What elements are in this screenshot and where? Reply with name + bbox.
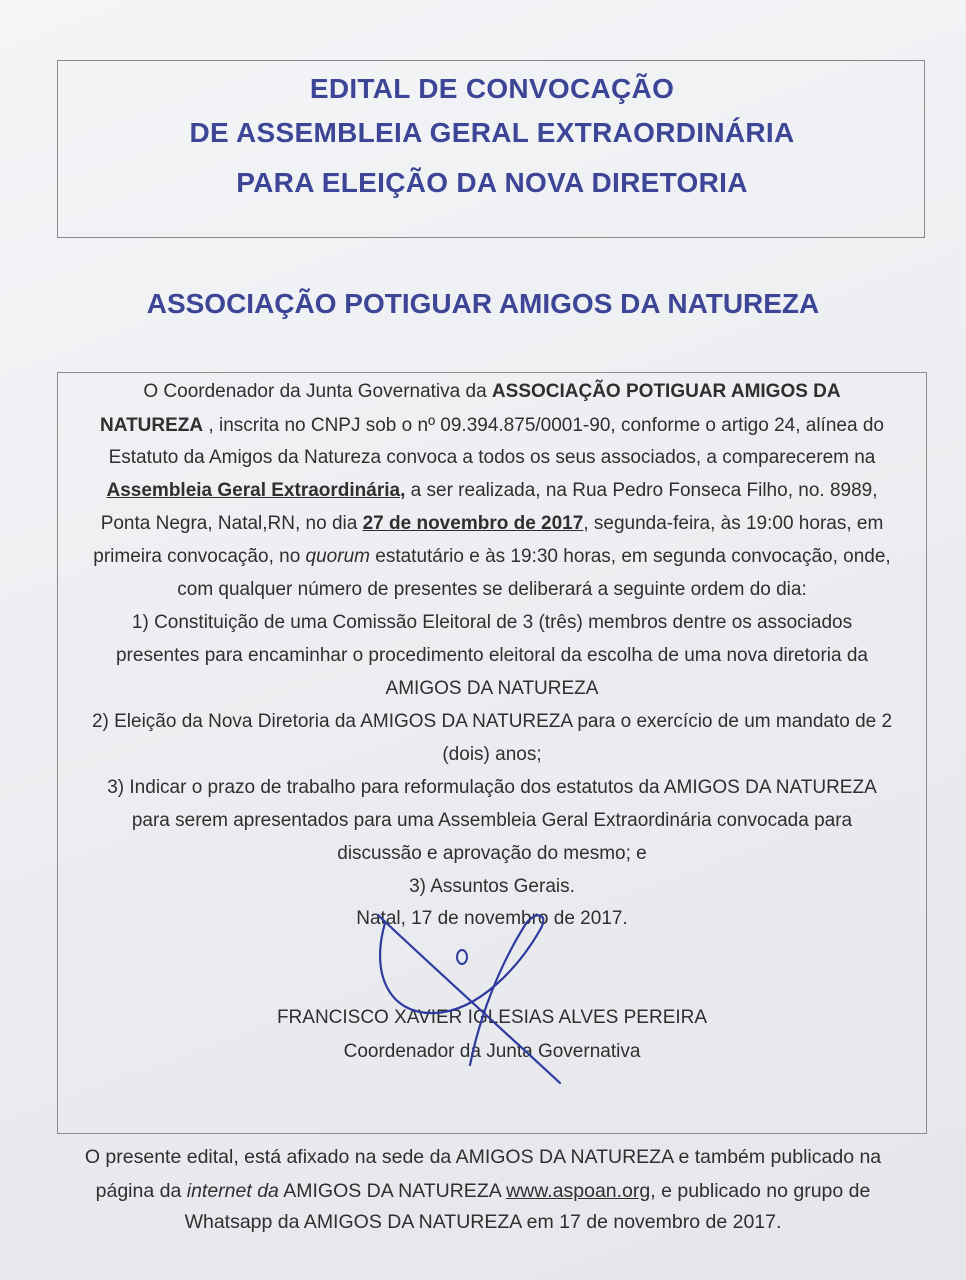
notice-org-bold: ASSOCIAÇÃO POTIGUAR AMIGOS DA — [491, 381, 841, 402]
notice-text: O Coordenador da Junta Governativa da — [143, 381, 492, 402]
quorum-term: quorum — [305, 546, 370, 567]
title-line-2: DE ASSEMBLEIA GERAL EXTRAORDINÁRIA — [189, 117, 795, 148]
footer-line — [0, 1180, 966, 1202]
notice-text: primeira convocação, no — [93, 546, 306, 567]
agenda-item-4: 3) Assuntos Gerais. — [409, 876, 575, 897]
website-link[interactable]: www.aspoan.org — [506, 1180, 651, 1202]
notice-line — [58, 513, 926, 535]
notice-line — [58, 480, 926, 502]
notice-line: Estatuto da Amigos da Natureza convoca a todos os seus associados, a comparecerem na — [108, 447, 876, 468]
notice-text: , segunda-feira, às 19:00 horas, em — [583, 513, 884, 534]
signer-role: Coordenador da Junta Governativa — [343, 1041, 641, 1062]
notice-text: , inscrita no CNPJ sob o nº 09.394.875/0001-90, conforme o artigo 24, alínea do — [203, 415, 884, 436]
internet-term: internet da — [186, 1180, 279, 1202]
agenda-item-2: 2) Eleição da Nova Diretoria da AMIGOS DA NATUREZA para o exercício de um mandato de 2 — [91, 711, 893, 732]
agenda-item-1-cont: AMIGOS DA NATUREZA — [385, 678, 599, 699]
agenda-item-1: 1) Constituição de uma Comissão Eleitoral de 3 (três) membros dentre os associados — [131, 612, 853, 633]
footer-line: Whatsapp da AMIGOS DA NATUREZA em 17 de novembro de 2017. — [184, 1211, 782, 1233]
meeting-date: 27 de novembro de 2017 — [362, 513, 584, 534]
notice-line — [58, 546, 926, 568]
handwritten-signature — [360, 905, 580, 1090]
agenda-item-3: 3) Indicar o prazo de trabalho para reformulação dos estatutos da AMIGOS DA NATUREZA — [107, 777, 877, 798]
notice-line: com qualquer número de presentes se deliberará a seguinte ordem do dia: — [177, 579, 807, 600]
title-box — [57, 60, 925, 238]
notice-line — [58, 415, 926, 437]
title-line-3: PARA ELEIÇÃO DA NOVA DIRETORIA — [236, 167, 748, 198]
organization-name: ASSOCIAÇÃO POTIGUAR AMIGOS DA NATUREZA — [146, 288, 820, 319]
footer-text: página da — [95, 1180, 187, 1202]
notice-text: estatutário e às 19:30 horas, em segunda convocação, onde, — [369, 546, 891, 567]
notice-org-bold: NATUREZA — [100, 415, 204, 436]
agenda-item-2-cont: (dois) anos; — [442, 744, 542, 765]
footer-line: O presente edital, está afixado na sede da AMIGOS DA NATUREZA e também publicado na — [84, 1146, 882, 1168]
notice-line — [58, 381, 926, 403]
agenda-item-1-cont: presentes para encaminhar o procedimento eleitoral da escolha de uma nova diretoria da — [115, 645, 868, 666]
signer-name: FRANCISCO XAVIER IGLESIAS ALVES PEREIRA — [276, 1007, 708, 1028]
footer-text: AMIGOS DA NATUREZA — [278, 1180, 507, 1202]
footer-text: , e publicado no grupo de — [650, 1180, 871, 1202]
assembly-name: Assembleia Geral Extraordinária, — [106, 480, 406, 501]
notice-text: Ponta Negra, Natal,RN, no dia — [100, 513, 363, 534]
notice-date: Natal, 17 de novembro de 2017. — [356, 908, 628, 929]
agenda-item-3-cont: discussão e aprovação do mesmo; e — [337, 843, 647, 864]
title-line-1: EDITAL DE CONVOCAÇÃO — [309, 73, 675, 104]
agenda-item-3-cont: para serem apresentados para uma Assembleia Geral Extraordinária convocada para — [131, 810, 853, 831]
notice-text: a ser realizada, na Rua Pedro Fonseca Filho, no. 8989, — [405, 480, 878, 501]
